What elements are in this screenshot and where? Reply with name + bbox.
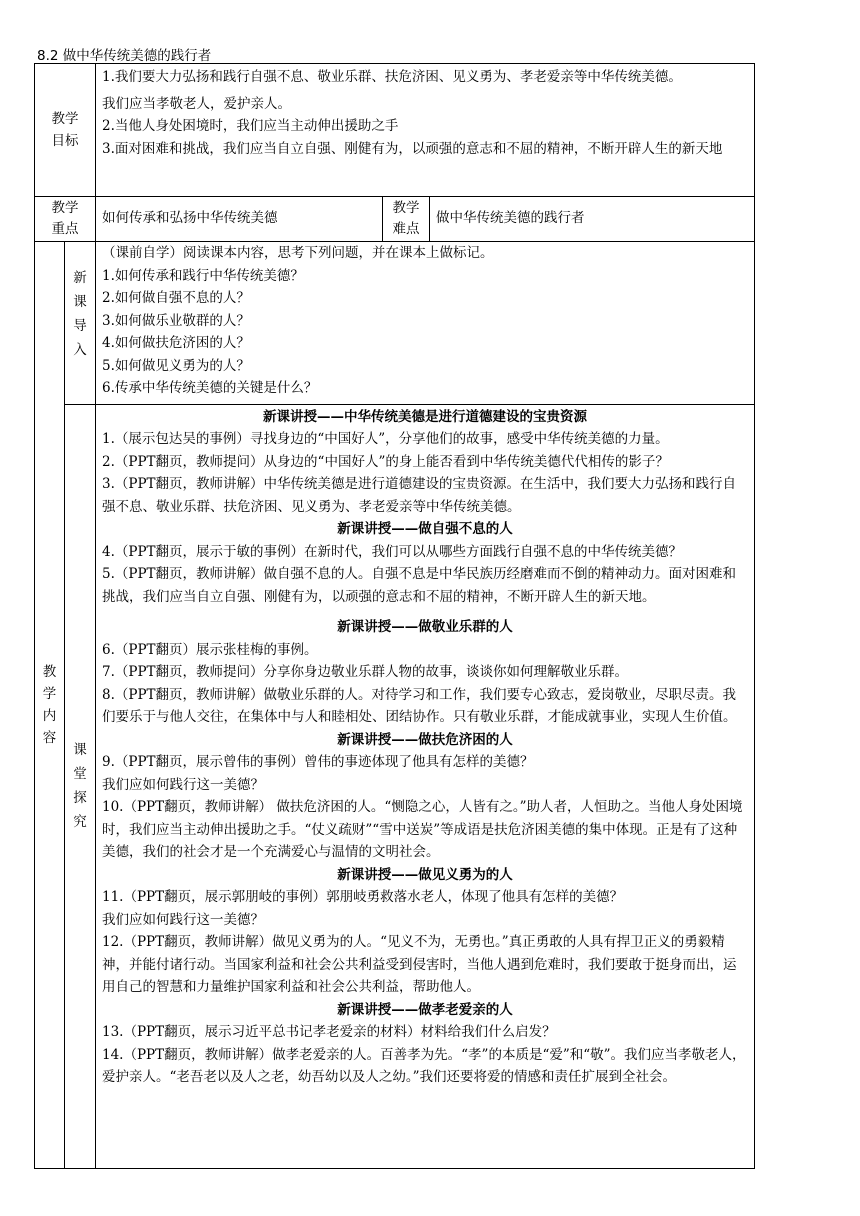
goal-line: 2.当他人身处困境时，我们应当主动伸出援助之手 — [102, 118, 399, 134]
hard-value-cell — [430, 197, 755, 242]
key-value-cell — [96, 197, 383, 242]
explore-label-cell — [65, 404, 96, 1168]
explore-row — [35, 404, 755, 1168]
goals-label: 教学目标 — [51, 111, 79, 149]
section-heading: 新课讲授——做敬业乐群的人 — [337, 619, 513, 635]
section-item: 12.（PPT翻页，教师讲解）做见义勇为的人。“见义不为，无勇也。”真正勇敢的人具有捍卫正义的勇毅精神，并能付诸行动。当国家利益和社会公共利益受到侵害时，当他人遇到危难时，我们要敢于挺身而出，运用自己的智慧和力量维护国家利益和社会公共利益，帮助他人。 — [102, 934, 737, 995]
key-label: 教学重点 — [51, 200, 79, 237]
goal-line: 我们应当孝敬老人，爱护亲人。 — [102, 95, 291, 112]
section-item: 1.（展示包达吴的事例）寻找身边的“中国好人”，分享他们的故事，感受中华传统美德的力量。 — [102, 431, 669, 447]
goal-line: 3.面对困难和挑战，我们应当自立自强、刚健有为，以顽强的意志和不屈的精神，不断开辟人生的新天地 — [102, 140, 723, 157]
intro-line: 5.如何做见义勇为的人？ — [102, 357, 250, 374]
section-item: 11.（PPT翻页，展示郭朋岐的事例）郭朋岐勇救落水老人，体现了他具有怎样的美德？ — [102, 889, 624, 905]
section-item: 4.（PPT翻页，展示于敏的事例）在新时代，我们可以从哪些方面践行自强不息的中华传统美德？ — [102, 543, 683, 560]
hard-label-cell — [383, 197, 430, 242]
section-item: 我们应如何践行这一美德？ — [102, 911, 264, 928]
explore-label: 课堂探究 — [73, 742, 87, 830]
intro-label: 新课导入 — [73, 270, 87, 358]
section-item: 9.（PPT翻页，展示曾伟的事例）曾伟的事迹体现了他具有怎样的美德？ — [102, 754, 534, 770]
document-title: 8.2 做中华传统美德的践行者 — [37, 48, 212, 64]
intro-line: 2.如何做自强不息的人？ — [102, 290, 250, 306]
goal-line: 1.我们要大力弘扬和践行自强不息、敬业乐群、扶危济困、见义勇为、孝老爱亲等中华传统美德。 — [102, 69, 682, 85]
intro-line: 3.如何做乐业敬群的人？ — [102, 312, 250, 329]
intro-line: 6.传承中华传统美德的关键是什么？ — [102, 380, 318, 396]
section-heading: 新课讲授——做见义勇为的人 — [337, 866, 513, 883]
section-item: 10.（PPT翻页，教师讲解） 做扶危济困的人。“恻隐之心，人皆有之。”助人者，人恒助之。当他人身处困境时，我们应当主动伸出援助之手。“仗义疏财”“雪中送炭”等成语是扶危济困美德的集中体现。正是有了这种美德，我们的社会才是一个充满爱心与温情的文明社会。 — [102, 799, 743, 860]
intro-content — [96, 242, 755, 405]
content-label-cell — [35, 242, 65, 1169]
section-item: 7.（PPT翻页，教师提问）分享你身边敬业乐群人物的故事，谈谈你如何理解敬业乐群。 — [102, 664, 629, 680]
focus-row — [35, 197, 755, 242]
section-heading: 新课讲授——做扶危济困的人 — [337, 731, 513, 748]
intro-label-cell — [65, 242, 96, 405]
intro-line: 4.如何做扶危济困的人？ — [102, 335, 250, 351]
key-value: 如何传承和弘扬中华传统美德 — [102, 209, 278, 226]
section-heading: 新课讲授——做孝老爱亲的人 — [337, 1001, 513, 1018]
hard-value: 做中华传统美德的践行者 — [436, 209, 585, 226]
explore-content — [96, 404, 755, 1168]
section-heading: 新课讲授——中华传统美德是进行道德建设的宝贵资源 — [263, 408, 587, 425]
section-item: 6.（PPT翻页）展示张桂梅的事例。 — [102, 641, 318, 658]
intro-line: （课前自学）阅读课本内容，思考下列问题，并在课本上做标记。 — [102, 245, 494, 261]
section-item: 8.（PPT翻页，教师讲解）做敬业乐群的人。对待学习和工作，我们要专心致志，爱岗敬业，尽职尽责。我们要乐于与他人交往，在集体中与人和睦相处、团结协作。只有敬业乐群，才能成就事业，实现人生价值。 — [102, 686, 737, 725]
section-item: 5.（PPT翻页，教师讲解）做自强不息的人。自强不息是中华民族历经磨难而不倒的精神动力。面对困难和挑战，我们应当自立自强、刚健有为，以顽强的意志和不屈的精神，不断开辟人生的新天地。 — [102, 566, 737, 605]
section-item: 2.（PPT翻页，教师提问）从身边的“中国好人”的身上能否看到中华传统美德代代相传的影子？ — [102, 453, 669, 470]
section-item: 我们应如何践行这一美德？ — [102, 776, 264, 793]
intro-line: 1.如何传承和践行中华传统美德？ — [102, 267, 304, 284]
lesson-plan-table — [34, 63, 755, 1169]
goals-label-cell — [35, 64, 96, 197]
key-label-cell — [35, 197, 96, 242]
section-item: 13.（PPT翻页，展示习近平总书记孝老爱亲的材料）材料给我们什么启发？ — [102, 1024, 556, 1040]
hard-label: 教学难点 — [392, 200, 420, 237]
goals-row — [35, 64, 755, 197]
intro-row — [35, 242, 755, 405]
section-heading: 新课讲授——做自强不息的人 — [337, 521, 513, 537]
section-item: 14.（PPT翻页，教师讲解）做孝老爱亲的人。百善孝为先。“孝”的本质是“爱”和“敬”。我们应当孝敬老人，爱护亲人。“老吾老以及人之老，幼吾幼以及人之幼。”我们还要将爱的情感和责任扩展到全社会。 — [102, 1046, 746, 1085]
goals-content — [96, 64, 755, 197]
content-label: 教学内容 — [42, 663, 57, 746]
section-item: 3.（PPT翻页，教师讲解）中华传统美德是进行道德建设的宝贵资源。在生活中，我们要大力弘扬和践行自强不息、敬业乐群、扶危济困、见义勇为、孝老爱亲等中华传统美德。 — [102, 476, 737, 515]
